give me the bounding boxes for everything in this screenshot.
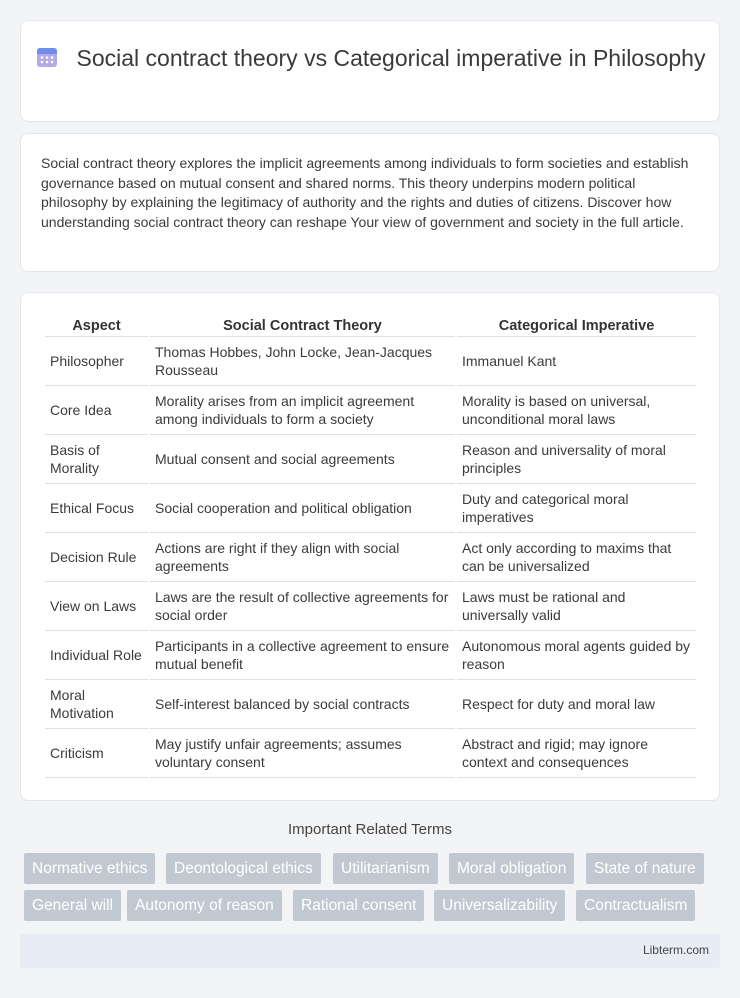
cell-categorical-imperative: Immanuel Kant (457, 337, 696, 386)
related-term-tag[interactable]: Deontological ethics (166, 853, 321, 884)
related-term-tag[interactable]: Contractualism (576, 890, 695, 921)
cell-social-contract: Mutual consent and social agreements (150, 435, 455, 484)
related-term-tag[interactable]: Universalizability (434, 890, 565, 921)
cell-social-contract: Actions are right if they align with social agreements (150, 533, 455, 582)
related-term-tag[interactable]: Normative ethics (24, 853, 155, 884)
comparison-table (43, 315, 698, 778)
cell-aspect: Core Idea (45, 386, 148, 435)
header-categorical-imperative: Categorical Imperative (457, 315, 696, 337)
footer-brand[interactable]: Libterm.com (642, 943, 709, 957)
comparison-card (20, 292, 720, 801)
table-row (45, 337, 696, 386)
intro-card (20, 133, 720, 272)
cell-social-contract: May justify unfair agreements; assumes voluntary consent (150, 729, 455, 778)
header-aspect: Aspect (45, 315, 148, 337)
related-term-tag[interactable]: Autonomy of reason (127, 890, 282, 921)
cell-social-contract: Thomas Hobbes, John Locke, Jean-Jacques Rousseau (150, 337, 455, 386)
cell-aspect: Individual Role (45, 631, 148, 680)
table-row (45, 435, 696, 484)
table-row (45, 729, 696, 778)
table-row (45, 631, 696, 680)
table-row (45, 386, 696, 435)
cell-social-contract: Laws are the result of collective agreements for social order (150, 582, 455, 631)
cell-aspect: Decision Rule (45, 533, 148, 582)
table-row (45, 582, 696, 631)
cell-categorical-imperative: Laws must be rational and universally valid (457, 582, 696, 631)
cell-categorical-imperative: Morality is based on universal, unconditional moral laws (457, 386, 696, 435)
cell-social-contract: Social cooperation and political obligation (150, 484, 455, 533)
cell-aspect: Basis of Morality (45, 435, 148, 484)
related-term-tag[interactable]: Utilitarianism (333, 853, 438, 884)
cell-categorical-imperative: Act only according to maxims that can be universalized (457, 533, 696, 582)
cell-categorical-imperative: Abstract and rigid; may ignore context and consequences (457, 729, 696, 778)
cell-aspect: Philosopher (45, 337, 148, 386)
related-terms-title: Important Related Terms (288, 821, 452, 838)
cell-social-contract: Participants in a collective agreement to ensure mutual benefit (150, 631, 455, 680)
related-term-tag[interactable]: Rational consent (293, 890, 424, 921)
cell-categorical-imperative: Duty and categorical moral imperatives (457, 484, 696, 533)
cell-aspect: View on Laws (45, 582, 148, 631)
cell-categorical-imperative: Respect for duty and moral law (457, 680, 696, 729)
table-header-row (45, 315, 696, 337)
cell-social-contract: Morality arises from an implicit agreement among individuals to form a society (150, 386, 455, 435)
header-card (20, 20, 720, 122)
table-row (45, 484, 696, 533)
page-title: Social contract theory vs Categorical imperative in Philosophy (76, 45, 706, 71)
cell-aspect: Ethical Focus (45, 484, 148, 533)
related-term-tag[interactable]: General will (24, 890, 121, 921)
cell-categorical-imperative: Reason and universality of moral principles (457, 435, 696, 484)
calendar-icon (35, 45, 59, 69)
footer (20, 934, 720, 968)
table-row (45, 680, 696, 729)
intro-text: Social contract theory explores the implicit agreements among individuals to form societies and establish governance based on mutual consent and shared norms. This theory underpins modern political philosophy by explaining the legitimacy of authority and the rights and duties of citizens. Discover how understanding social contract theory can reshape Your view of government and society in the full article. (41, 155, 689, 230)
related-term-tag[interactable]: State of nature (586, 853, 704, 884)
related-term-tag[interactable]: Moral obligation (449, 853, 574, 884)
cell-social-contract: Self-interest balanced by social contracts (150, 680, 455, 729)
header-social-contract: Social Contract Theory (150, 315, 455, 337)
cell-aspect: Moral Motivation (45, 680, 148, 729)
cell-aspect: Criticism (45, 729, 148, 778)
table-row (45, 533, 696, 582)
cell-categorical-imperative: Autonomous moral agents guided by reason (457, 631, 696, 680)
page-title-wrap (21, 43, 719, 73)
